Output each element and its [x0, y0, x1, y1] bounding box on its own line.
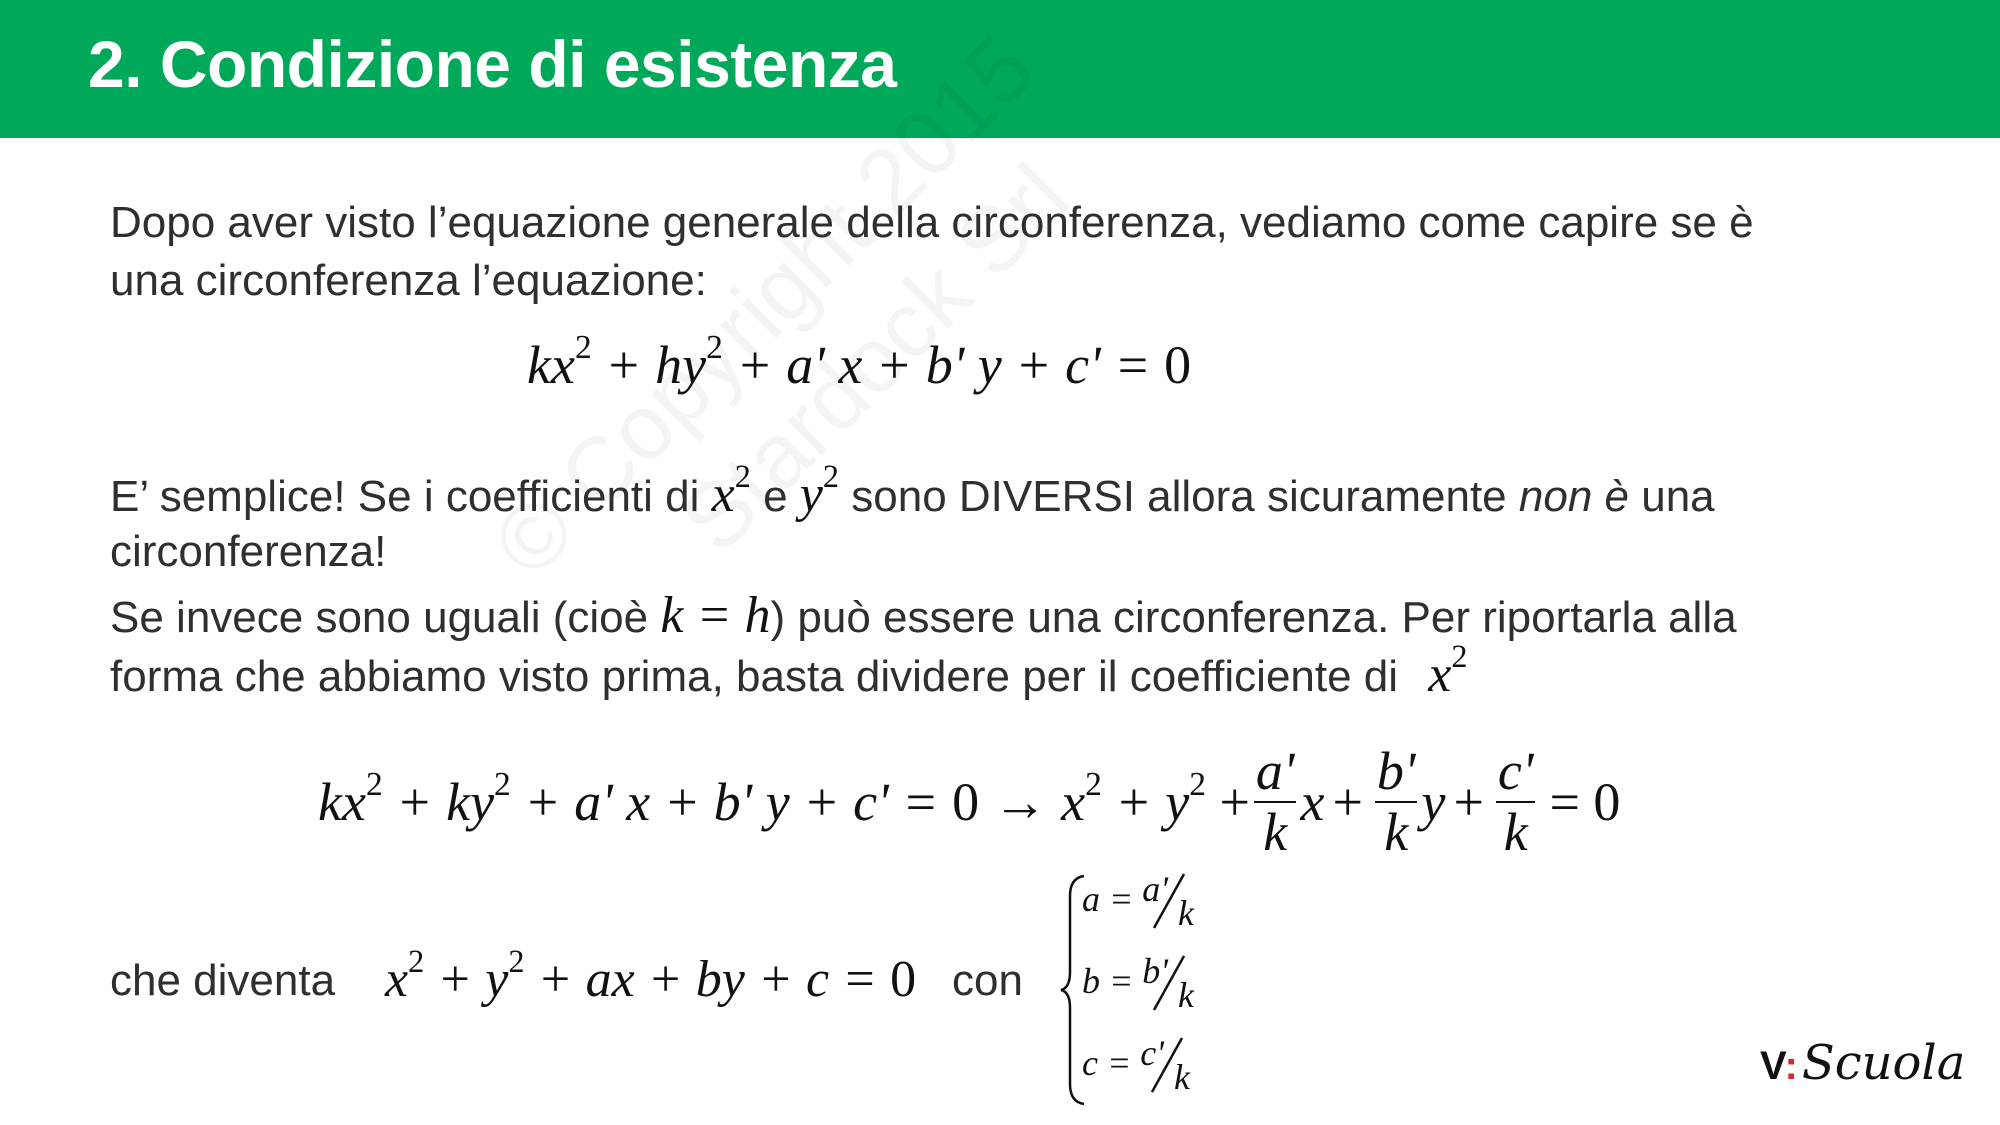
fraction-numerator: b' [1375, 742, 1418, 803]
fraction-a-over-k [1254, 742, 1297, 863]
che-diventa-label: che diventa [110, 956, 336, 1005]
fraction-var-y: y [1421, 772, 1446, 833]
fraction-b-over-k [1375, 742, 1418, 863]
rule-paragraph-line-1 [110, 457, 1715, 524]
arrow-icon: → [993, 772, 1048, 833]
slash-fraction [1142, 951, 1194, 1015]
y-squared: $y^2$ [799, 457, 840, 523]
canonical-equation: $x^2 + y^2$ + ax + by + c = 0 [385, 942, 917, 1008]
fraction-c-over-k [1496, 742, 1536, 863]
system-row-b [1082, 951, 1194, 1015]
divide-text: forma che abbiamo visto prima, basta dividere per il coefficiente di [110, 652, 1399, 701]
system-row-a [1082, 869, 1194, 933]
plus-sign: + [1453, 772, 1484, 833]
logo-separator: : [1784, 1044, 1798, 1088]
slide-title: 2. Condizione di esistenza [88, 27, 897, 101]
rule-text-mid: sono DIVERSI allora sicuramente [851, 472, 1507, 521]
system-lhs: b = [1082, 961, 1134, 1001]
fraction-denominator: k [1384, 802, 1409, 863]
equal-text-end: ) può essere una circonferenza. Per riportarla alla [770, 593, 1737, 642]
system-lhs: c = [1082, 1043, 1132, 1083]
system-row-c [1082, 1033, 1190, 1097]
con-label: con [952, 956, 1023, 1005]
x-squared-coefficient: $x^2$ [1428, 637, 1468, 703]
plus-sign: + [1332, 772, 1363, 833]
equal-text-start: Se invece sono uguali (cioè [110, 593, 649, 642]
system-den: k [1178, 975, 1194, 1015]
intro-line-2: una circonferenza l’equazione: [110, 256, 707, 305]
equal-coefficients-line [110, 586, 1737, 645]
fraction-numerator: c' [1496, 742, 1536, 803]
system-den: k [1173, 1057, 1190, 1097]
fraction-numerator: a' [1254, 742, 1297, 803]
normalization-equation [318, 742, 1620, 863]
logo-name: Scuola [1801, 1035, 1966, 1091]
equals-zero: = 0 [1549, 772, 1621, 833]
slash-line [1150, 954, 1190, 1014]
rule-text-emphasis: non è [1518, 472, 1629, 521]
slash-fraction [1142, 869, 1194, 933]
system-num: a' [1142, 869, 1168, 909]
general-equation: $kx^2 + hy^2 + a'$ x + b' y + c' = 0 [527, 328, 1192, 395]
fraction-var-x: x [1300, 772, 1325, 833]
logo-prefix: V [1760, 1044, 1785, 1088]
normalization-left: $kx^2 + ky^2 + a'$ x + b' y + c' = 0 [318, 766, 980, 833]
intro-line-1: Dopo aver visto l’equazione generale della circonferenza, vediamo come capire se è [110, 198, 1754, 247]
system-den: k [1178, 893, 1194, 933]
x-squared: $x^2$ [711, 457, 751, 523]
slide-header [0, 0, 2000, 138]
rule-text-end: una [1641, 472, 1715, 521]
vscuola-logo [1760, 1035, 1965, 1091]
divide-instruction-line [110, 637, 1468, 704]
system-num: c' [1140, 1033, 1164, 1073]
slash-fraction [1140, 1033, 1190, 1097]
rule-paragraph-line-2: circonferenza! [110, 527, 387, 576]
system-num: b' [1142, 951, 1168, 991]
fraction-denominator: k [1263, 802, 1288, 863]
normalization-right-start: $x^2 + y^2$ + [1061, 766, 1250, 833]
slash-line [1148, 1036, 1188, 1096]
k-equals-h: k = h [660, 587, 771, 644]
slash-line [1150, 872, 1190, 932]
system-lhs: a = [1082, 879, 1134, 919]
rule-text-e: e [763, 472, 788, 521]
fraction-denominator: k [1503, 802, 1528, 863]
rule-text-start: E’ semplice! Se i coefficienti di [110, 472, 700, 521]
